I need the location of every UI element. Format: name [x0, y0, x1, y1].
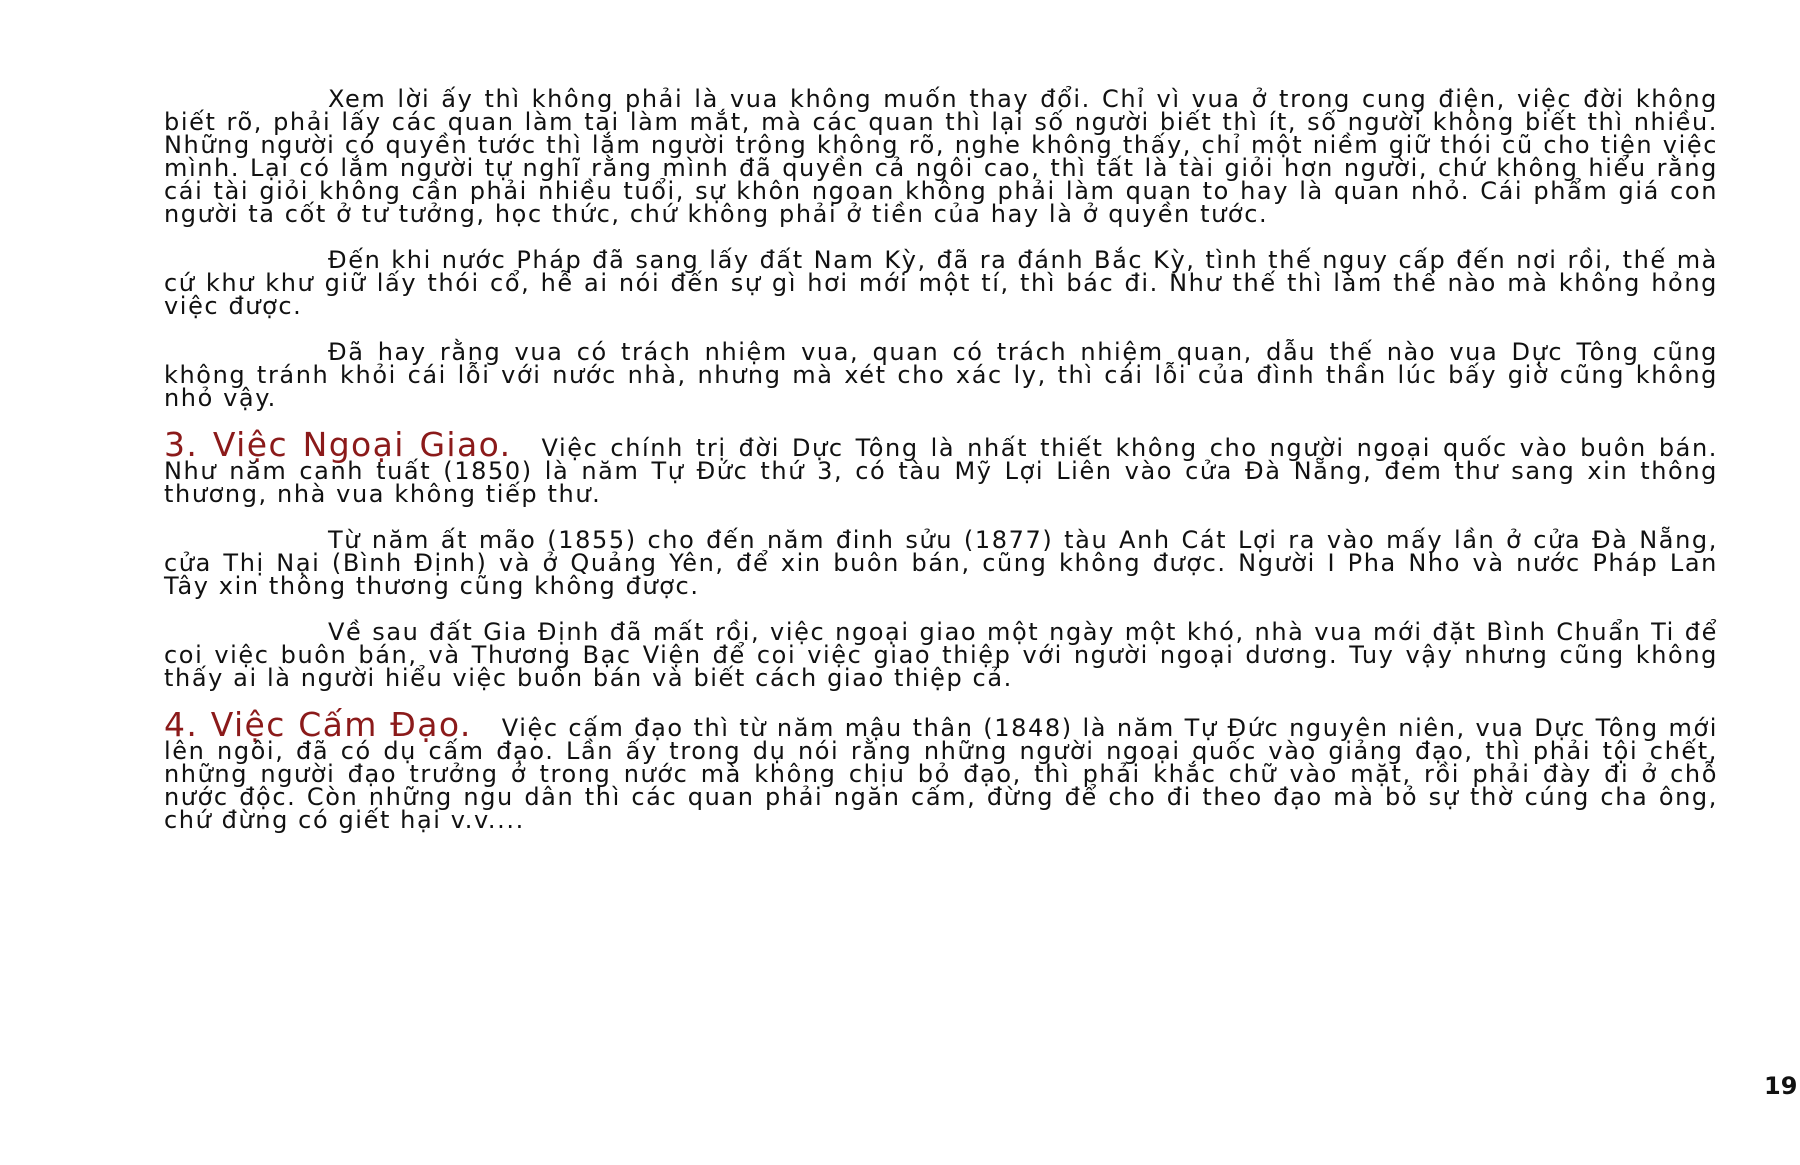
paragraph-responsibility: Đã hay rằng vua có trách nhiệm vua, quan có trách nhiệm quan, dẫu thế nào vua Dực Tông cũng không tránh khỏi cái lỗi với nước nhà, nhưng mà xét cho xác ly, thì cái lỗi của đình thần lúc bấy giờ cũng không nhỏ vậy. [164, 338, 1718, 412]
section-religion-ban [164, 705, 1718, 834]
paragraph-french-invasion: Đến khi nước Pháp đã sang lấy đất Nam Kỳ, đã ra đánh Bắc Kỳ, tình thế nguy cấp đến nơi rồi, thế mà cứ khư khư giữ lấy thói cổ, hễ ai nói đến sự gì hơi mới một tí, thì bác đi. Như thế thì làm thế nào mà không hỏng việc được. [164, 246, 1718, 320]
section-foreign-affairs [164, 425, 1719, 508]
section-text-religion-ban: Việc cấm đạo thì từ năm mậu thân (1848) là năm Tự Đức nguyên niên, vua Dực Tông mới lên ngôi, đã có dụ cấm đạo. Lần ấy trong dụ nói rằng những người ngoại quốc vào giảng đạo, thì phải tội chết, những người đạo trưởng ở trong nước mà không chịu bỏ đạo, thì phải khắc chữ vào mặt, rồi phải đày đi ở chỗ nước độc. Còn những ngu dân thì các quan phải ngăn cấm, đừng để cho đi theo đạo mà bỏ sự thờ cúng cha ông, chứ đừng có giết hại v.v.... [164, 714, 1718, 834]
document-page [164, 85, 1719, 855]
section-heading-foreign-affairs: 3. Việc Ngoại Giao. [164, 425, 512, 464]
paragraph-gia-dinh: Về sau đất Gia Định đã mất rồi, việc ngoại giao một ngày một khó, nhà vua mới đặt Bình Chuẩn Ti để coi việc buôn bán, và Thương Bạc Viện để coi việc giao thiệp với người ngoại dương. Tuy vậy nhưng cũng không thấy ai là người hiểu việc buôn bán và biết cách giao thiệp cả. [164, 618, 1718, 692]
paragraph-reform: Xem lời ấy thì không phải là vua không muốn thay đổi. Chỉ vì vua ở trong cung điện, việc đời không biết rõ, phải lấy các quan làm tai làm mắt, mà các quan thì lại số người biết thì ít, số người không biết thì nhiều. Những người có quyền tước thì lắm người trông không rõ, nghe không thấy, chỉ một niềm giữ thói cũ cho tiện việc mình. Lại có lắm người tự nghĩ rằng mình đã quyền cả ngôi cao, thì tất là tài giỏi hơn người, chứ không hiểu rằng cái tài giỏi không cần phải nhiều tuổi, sự khôn ngoan không phải làm quan to hay là quan nhỏ. Cái phẩm giá con người ta cốt ở tư tưởng, học thức, chứ không phải ở tiền của hay là ở quyền tước. [164, 85, 1718, 228]
paragraph-english-ships: Từ năm ất mão (1855) cho đến năm đinh sửu (1877) tàu Anh Cát Lợi ra vào mấy lần ở cửa Đà Nẵng, cửa Thị Nại (Bình Định) và ở Quảng Yên, để xin buôn bán, cũng không được. Người I Pha Nho và nước Pháp Lan Tây xin thông thương cũng không được. [164, 526, 1718, 600]
page-number: 19 [1764, 1072, 1798, 1100]
section-text-foreign-affairs: Việc chính trị đời Dực Tông là nhất thiết không cho người ngoại quốc vào buôn bán. Như năm canh tuất (1850) là năm Tự Đức thứ 3, có tàu Mỹ Lợi Liên vào cửa Đà Nẵng, đem thư sang xin thông thương, nhà vua không tiếp thư. [164, 434, 1719, 508]
section-heading-religion-ban: 4. Việc Cấm Đạo. [164, 705, 472, 744]
